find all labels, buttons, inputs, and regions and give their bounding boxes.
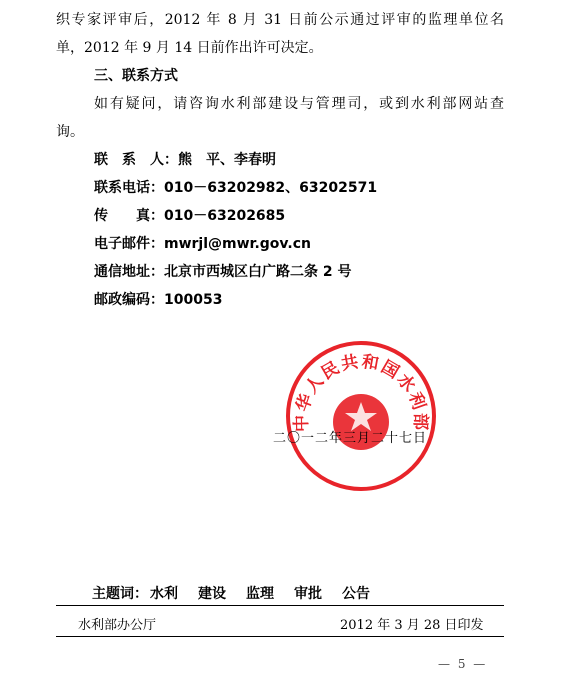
contact-address: 通信地址：北京市西城区白广路二条 2 号 (94, 264, 352, 280)
issue-date: 二〇一二年三月二十七日 (273, 431, 428, 446)
paragraph-line: 如有疑问，请咨询水利部建设与管理司，或到水利部网站查 (94, 96, 504, 112)
paragraph-line: 织专家评审后，2012 年 8 月 31 日前公示通过评审的监理单位名 (56, 12, 504, 28)
section-heading: 三、联系方式 (94, 68, 178, 84)
print-date: 2012 年 3 月 28 日印发 (340, 618, 484, 633)
svg-text:中华人民共和国水利部: 中华人民共和国水利部 (291, 351, 431, 433)
keyword: 审批 (294, 586, 322, 602)
keyword: 监理 (246, 586, 274, 602)
keywords-label: 主题词： (92, 586, 148, 602)
contact-phone: 联系电话：010－63202982、63202571 (94, 180, 378, 196)
divider (56, 605, 504, 606)
page-number: — 5 — (438, 657, 488, 671)
official-seal-icon (285, 340, 437, 492)
keyword: 建设 (198, 586, 226, 602)
contact-person: 联 系 人：熊 平、李春明 (94, 152, 276, 168)
divider (56, 636, 504, 637)
paragraph-line: 询。 (56, 124, 84, 140)
contact-postcode: 邮政编码：100053 (94, 292, 223, 308)
paragraph-line: 单，2012 年 9 月 14 日前作出许可决定。 (56, 40, 323, 56)
keyword: 水利 (150, 586, 178, 602)
contact-email: 电子邮件：mwrjl@mwr.gov.cn (94, 236, 311, 252)
keywords-line (92, 583, 390, 603)
contact-fax: 传 真：010－63202685 (94, 208, 286, 224)
keyword: 公告 (342, 586, 370, 602)
issuer: 水利部办公厅 (78, 618, 157, 633)
